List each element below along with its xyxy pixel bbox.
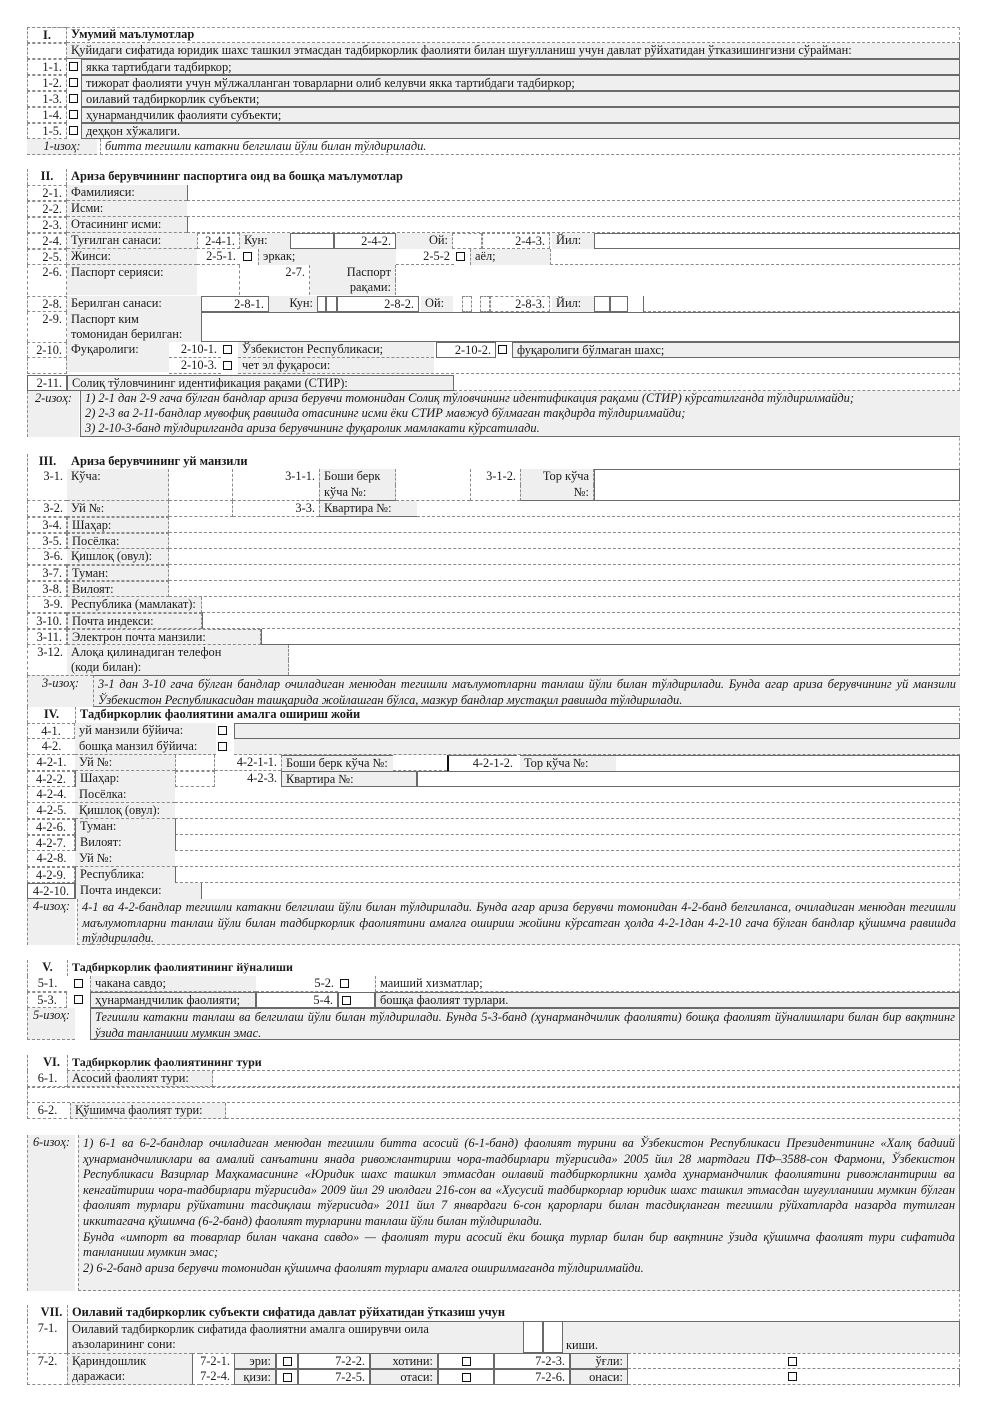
birth-day-input[interactable] — [290, 233, 334, 249]
item-number: 1-2. — [27, 75, 67, 91]
street-input[interactable] — [169, 469, 233, 501]
field-label: Туман: — [67, 565, 169, 581]
sub-number: 2-10-2. — [436, 342, 496, 358]
option-label: маиший хизматлар; — [375, 976, 960, 992]
village-input[interactable] — [169, 549, 960, 565]
field-label: Кўча: — [67, 469, 169, 501]
item-number: 3-8. — [27, 581, 67, 597]
option-label: онаси: — [570, 1369, 628, 1385]
option-label: отаси: — [370, 1369, 438, 1385]
field-label: Почта индекси: — [67, 613, 202, 629]
note-label: 6-изоҳ: — [27, 1135, 75, 1291]
issued-year-digit-1[interactable] — [594, 296, 610, 312]
note-label: 2-изоҳ: — [27, 391, 79, 437]
note-paragraph: 1) 6-1 ва 6-2-бандлар очиладиган менюдан тегишли битта асосий (6-1-банд) фаолият турини ва Ўзбекистон Республикаси Президентининг «Халқ бадиий ҳунармандчиликлари ва амалий санъатини янада ривожлантириш чора-тадбирлари тўғрисида» 2005 йил 28 мартдаги ПФ–3588-сон Фармони, Ўзбекистон Республикаси Вазирлар Маҳкамасининг «Юридик шахс ташкил этмасдан оилавий тадбиркорликни ҳамда ҳунармандчилик фаолиятини ривожлантириш ва кенгайтириш чора-тадбирлари тўғрисида» 2009 йил 29 июлдаги 216-сон ва «Хусусий тадбиркорлар юридик шахс ташкил этмасдан шуғулланиши мумкин бўлган фаолият турлари рўйхатини тасдиқлаш тўғрисида» 2011 йил 7 январдаги 6-сон қарорлари билан тасдиқланган тегишли рўйхатларда назарда тутилган иккитагача қўшимча (6-2-банд) фаолият турларини танлаш йўли билан тўлдирилади. — [83, 1136, 955, 1228]
checkbox-1-1[interactable] — [69, 59, 81, 75]
item-number: 3-12. — [27, 645, 67, 675]
district-input[interactable] — [175, 819, 960, 835]
item-number: 3-10. — [27, 613, 67, 629]
field-label: Қишлоқ (овул): — [75, 803, 175, 819]
surname-input[interactable] — [187, 185, 960, 201]
field-label: бошқа манзил бўйича: — [75, 739, 216, 755]
field-label: Квартира №: — [319, 501, 417, 517]
item-number: 5-2. — [256, 976, 338, 992]
checkbox-icon[interactable] — [69, 62, 78, 71]
postal-code-input[interactable] — [202, 613, 960, 629]
note-label: 1-изоҳ: — [27, 139, 97, 155]
settlement-input[interactable] — [169, 533, 960, 549]
item-number: 3-9. — [27, 597, 67, 613]
item-number: 4-2-9. — [27, 867, 75, 883]
sub-number: 2-8-3. — [490, 296, 550, 312]
section-title: Оилавий тадбиркорлик субъекти сифатида давлат рўйхатидан ўтказиш учун — [67, 1305, 960, 1321]
birth-year-input[interactable] — [594, 233, 960, 249]
patronymic-input[interactable] — [187, 217, 960, 233]
house-number-input[interactable] — [175, 755, 215, 771]
note-line: 1) 2-1 дан 2-9 гача бўлган бандлар ариза берувчи томонидан Солиқ тўловчининг идентификация рақами (СТИР) кўрсатилганда тўлдирилмайди; — [85, 391, 855, 405]
checkbox-icon[interactable] — [788, 1372, 797, 1381]
item-number: 4-2-1. — [27, 755, 75, 771]
field-label: Қариндошлик — [67, 1353, 192, 1369]
option-label: бошқа фаолият турлари. — [375, 992, 960, 1008]
item-number: 2-4. — [27, 233, 67, 249]
region-input[interactable] — [175, 835, 960, 851]
foreign-country-input[interactable] — [436, 358, 960, 374]
sub-number: 2-7. — [240, 265, 310, 295]
field-label: Квартира №: — [281, 771, 417, 787]
lane-input[interactable] — [616, 755, 960, 771]
field-label: №: — [520, 485, 594, 501]
item-number: 2-5. — [27, 249, 67, 265]
field-label: Почта индекси: — [75, 883, 201, 899]
checkbox-other[interactable] — [338, 992, 375, 1008]
checkbox-icon[interactable] — [283, 1357, 292, 1366]
passport-number-input[interactable] — [396, 265, 960, 295]
sub-number: 3-1-2. — [470, 469, 520, 501]
sub-number: 7-2-4. — [200, 1369, 234, 1385]
checkbox-icon[interactable] — [788, 1357, 797, 1366]
option-label: қизи: — [234, 1369, 276, 1385]
field-label: уй манзили бўйича: — [75, 723, 216, 739]
village-input[interactable] — [175, 803, 960, 819]
sub-number: 3-1-1. — [233, 469, 319, 501]
field-label: аъзоларининг сони: — [67, 1337, 523, 1353]
field-label: Паспорт серияси: — [67, 265, 197, 295]
main-activity-input[interactable] — [213, 1071, 960, 1087]
item-number: 2-1. — [27, 185, 67, 201]
field-label: Туман: — [75, 819, 175, 835]
blank-cell — [192, 1353, 200, 1385]
name-input[interactable] — [187, 201, 960, 217]
lane-input[interactable] — [594, 469, 960, 501]
note-label: 4-изоҳ: — [27, 899, 75, 945]
sub-number: 2-5-2 — [396, 249, 454, 265]
item-number: 3-11. — [27, 629, 67, 645]
checkbox-icon[interactable] — [462, 1357, 471, 1366]
option-label: тижорат фаолияти учун мўлжалланган товарларни олиб келувчи якка тартибдаги тадбиркор; — [81, 75, 960, 91]
section-number: VI. — [27, 1055, 75, 1071]
field-label: киши. — [563, 1321, 960, 1353]
issued-by-input[interactable] — [201, 312, 960, 342]
sub-number: 3-3. — [233, 501, 319, 517]
checkbox-wife[interactable] — [438, 1353, 494, 1369]
field-label: Шаҳар: — [75, 771, 175, 787]
sub-number: 2-8-1. — [201, 296, 269, 312]
note-box — [80, 391, 960, 437]
phone-input[interactable] — [289, 645, 960, 675]
checkbox-uzbekistan[interactable] — [223, 342, 237, 358]
checkbox-crafts[interactable] — [74, 992, 88, 1008]
item-number: 2-6. — [27, 265, 67, 295]
settlement-input[interactable] — [175, 787, 960, 803]
field-label: Ой: — [421, 296, 453, 312]
checkbox-icon[interactable] — [223, 361, 232, 370]
region-input[interactable] — [169, 581, 960, 597]
field-label: Электрон почта манзили: — [67, 629, 261, 645]
blank-cell — [550, 249, 960, 265]
issued-year-digit-2[interactable] — [610, 296, 628, 312]
issued-day-digit-1[interactable] — [317, 296, 326, 312]
checkbox-foreign[interactable] — [223, 358, 237, 374]
republic-input[interactable] — [175, 867, 960, 883]
item-number: 2-2. — [27, 201, 67, 217]
field-label: Вилоят: — [67, 581, 169, 597]
checkbox-stateless[interactable] — [498, 342, 512, 358]
item-number: 4-2-7. — [27, 835, 75, 851]
section-number: IV. — [27, 707, 75, 723]
item-number: 2-9. — [27, 312, 67, 342]
sub-number: 7-2-2. — [298, 1353, 370, 1369]
option-label: чет эл фуқароси: — [238, 358, 434, 374]
option-label: деҳқон хўжалиги. — [81, 123, 960, 139]
country-input[interactable] — [202, 597, 960, 613]
city-input[interactable] — [169, 517, 960, 533]
section-number: V. — [27, 960, 67, 976]
field-label: Кун: — [269, 296, 317, 312]
option-label: ҳунармандчилик фаолияти; — [90, 992, 256, 1008]
members-digit-1[interactable] — [523, 1321, 543, 1353]
item-number: 3-6. — [27, 549, 67, 565]
field-label: Алоқа қилинадиган телефон — [67, 645, 289, 660]
apartment-input[interactable] — [417, 771, 960, 787]
house-number-input[interactable] — [169, 501, 233, 517]
checkbox-father[interactable] — [438, 1369, 494, 1385]
option-label: ўғли: — [570, 1353, 628, 1369]
note-line: 2) 2-3 ва 2-11-бандлар мувофиқ равишда отасининг исми ёки СТИР мавжуд бўлмаган тақдирда тўлдирилмайди; — [85, 406, 686, 420]
checkbox-icon[interactable] — [69, 94, 78, 103]
item-number: 3-1. — [27, 469, 67, 501]
sub-number: 7-2-5. — [298, 1369, 370, 1385]
sub-number: 2-8-2. — [337, 296, 419, 312]
field-label: Асосий фаолият тури: — [67, 1071, 213, 1087]
field-label: Солиқ тўловчининг идентификация рақами (СТИР): — [67, 375, 454, 391]
sub-number: 2-10-1. — [169, 342, 221, 358]
birth-month-input[interactable] — [452, 233, 482, 249]
checkbox-icon[interactable] — [342, 996, 351, 1005]
field-label: Исми: — [67, 201, 187, 217]
main-activity-extra-row[interactable] — [27, 1087, 960, 1103]
field-label: Ой: — [396, 233, 452, 249]
field-label: Республика: — [75, 867, 175, 883]
field-label: Қишлоқ (овул): — [67, 549, 169, 565]
section-title: Ариза берувчининг паспортига оид ва бошқа маълумотлар — [71, 169, 403, 183]
field-label: даражаси: — [67, 1369, 192, 1385]
note-text: 4-1 ва 4-2-бандлар тегишли катакни белгилаш йўли билан тўлдирилади. Бунда агар ариза берувчи томонидан 4-2-банд белгиланса, очиладиган менюдан тегишли маълумотларни танлаш йўли билан тадбиркорлик фаолиятини амалга ошириш жойини кўрсатган ҳолда 4-2-1дан 4-2-10 гача бўлган бандлар қўшимча равишда тўлдирилади. — [77, 899, 960, 945]
option-label: оилавий тадбиркорлик субъекти; — [81, 91, 960, 107]
note-text: Тегишли катакни танлаш ва белгилаш йўли билан тўлдирилади. Бунда 5-3-банд (ҳунармандчилик фаолияти) бошқа фаолият йўналишлари билан бир вақтнинг ўзида танланиши мумкин эмас. — [90, 1008, 960, 1040]
sub-number: 4-2-1-1. — [215, 755, 281, 771]
item-number: 4-2-2. — [27, 771, 75, 787]
field-label: Посёлка: — [67, 533, 169, 549]
item-number: 2-3. — [27, 217, 67, 233]
option-label: ҳунармандчилик фаолияти субъекти; — [81, 107, 960, 123]
issued-day-digit-2[interactable] — [326, 296, 337, 312]
option-label: чакана савдо; — [90, 976, 256, 992]
field-label: Шаҳар: — [67, 517, 169, 533]
item-number: 7-2. — [27, 1353, 67, 1385]
field-label: Жинси: — [67, 249, 197, 265]
tin-input[interactable] — [454, 375, 960, 391]
note-box — [78, 1135, 960, 1291]
field-label: кўча №: — [319, 485, 396, 501]
field-label: Посёлка: — [75, 787, 175, 803]
item-number: 1-1. — [27, 59, 67, 75]
checkbox-icon[interactable] — [218, 726, 227, 735]
checkbox-icon[interactable] — [69, 126, 78, 135]
item-number: 3-2. — [27, 501, 67, 517]
item-number: 3-4. — [27, 517, 67, 533]
house-number-input-2[interactable] — [175, 851, 960, 867]
note-line: 3) 2-10-3-банд тўлдирилганда ариза берувчининг фуқаролик мамлакати кўрсатилади. — [85, 421, 540, 435]
option-label: аёл; — [470, 249, 550, 265]
field-label: Туғилган санаси: — [67, 233, 197, 249]
checkbox-icon[interactable] — [218, 742, 227, 751]
field-label: Тор кўча №: — [520, 755, 616, 771]
checkbox-daughter[interactable] — [276, 1369, 298, 1385]
item-number: 2-8. — [27, 296, 67, 312]
postal-code-input[interactable] — [201, 883, 960, 899]
note-paragraph: Бунда «импорт ва товарлар билан чакана савдо» — фаолият тури асосий ёки бошқа турлар билан бир вақтнинг ўзида қўшимча фаолият тури сифатида танланиши мумкин эмас; — [83, 1229, 955, 1260]
item-number: 4-1. — [27, 723, 75, 739]
section-number: II. — [27, 169, 67, 185]
item-number: 6-2. — [27, 1103, 67, 1119]
field-label: рақами: — [310, 280, 396, 295]
item-number: 1-4. — [27, 107, 67, 123]
checkbox-icon[interactable] — [498, 345, 507, 354]
sub-number: 2-4-3. — [482, 233, 550, 249]
option-label: Ўзбекистон Республикаси; — [238, 342, 434, 358]
sub-number: 2-10-3. — [169, 358, 221, 374]
field-label: Паспорт ким — [67, 312, 201, 327]
checkbox-icon[interactable] — [69, 78, 78, 87]
passport-series-input[interactable] — [197, 265, 240, 295]
checkbox-son[interactable] — [628, 1353, 960, 1369]
field-label: Боши берк кўча №: — [281, 755, 393, 771]
field-label: Фамилияси: — [67, 185, 187, 201]
checkbox-home-address[interactable] — [218, 723, 232, 739]
checkbox-1-5[interactable] — [69, 123, 81, 139]
field-label: Оилавий тадбиркорлик сифатида фаолиятни амалга оширувчи оила — [67, 1321, 523, 1337]
apartment-input[interactable] — [417, 501, 960, 517]
extra-activity-input[interactable] — [226, 1103, 960, 1119]
field-label: томонидан берилган: — [67, 327, 201, 342]
item-number: 4-2-8. — [27, 851, 75, 867]
item-number: 3-7. — [27, 565, 67, 581]
field-label: Берилган санаси: — [67, 296, 201, 312]
field-label: Фуқаролиги: — [67, 342, 169, 372]
field-label: Тор кўча — [520, 469, 594, 485]
item-number: 4-2-4. — [27, 787, 75, 803]
item-number: 4-2-10. — [27, 883, 75, 899]
section-title: Тадбиркорлик фаолиятини амалга ошириш жойи — [75, 707, 960, 723]
sub-number: 7-2-1. — [200, 1353, 234, 1369]
item-number: 6-1. — [27, 1071, 67, 1087]
item-number: 5-1. — [27, 976, 67, 992]
checkbox-icon[interactable] — [69, 110, 78, 119]
note-text: битта тегишли катакни белгилаш йўли билан тўлдирилади. — [100, 139, 960, 155]
item-number: 2-11. — [27, 375, 67, 391]
section-title: Тадбиркорлик фаолиятининг йўналиши — [67, 960, 960, 976]
sub-number: 7-2-3. — [494, 1353, 570, 1369]
issued-month-digit-2[interactable] — [480, 296, 490, 312]
note-label: 5-изоҳ: — [27, 1008, 75, 1040]
issued-month-digit-1[interactable] — [462, 296, 472, 312]
checkbox-retail[interactable] — [74, 976, 88, 992]
sub-number: 2-5-1. — [197, 249, 240, 265]
section-title: Ариза берувчининг уй манзили — [71, 454, 248, 468]
section-title: Умумий маълумотлар — [67, 27, 960, 43]
sub-number: 2-4-1. — [197, 233, 240, 249]
item-number: 3-5. — [27, 533, 67, 549]
checkbox-mother[interactable] — [628, 1369, 960, 1385]
checkbox-other-address[interactable] — [218, 739, 232, 755]
field-label: Отасининг исми: — [67, 217, 187, 233]
blank-cell — [234, 739, 960, 755]
option-label: эркак; — [258, 249, 396, 265]
field-label: Боши берк — [319, 469, 396, 485]
item-number: 1-3. — [27, 91, 67, 107]
blank-cell — [234, 723, 960, 739]
checkbox-1-3[interactable] — [69, 91, 81, 107]
checkbox-male[interactable] — [243, 249, 257, 265]
field-label: Паспорт — [310, 265, 396, 280]
item-number: 5-4. — [256, 992, 338, 1008]
field-label: Кун: — [240, 233, 290, 249]
option-label: хотини: — [370, 1353, 438, 1369]
item-number: 7-1. — [27, 1321, 67, 1353]
note-label: 3-изоҳ: — [27, 675, 93, 707]
item-number: 4-2. — [27, 739, 75, 755]
checkbox-icon[interactable] — [243, 252, 252, 261]
section-number: I. — [27, 27, 67, 43]
field-label: Вилоят: — [75, 835, 175, 851]
option-label: эри: — [234, 1353, 276, 1369]
section-number: VII. — [27, 1305, 75, 1321]
option-label: якка тартибдаги тадбиркор; — [81, 59, 960, 75]
checkbox-icon[interactable] — [340, 979, 349, 988]
members-digit-2[interactable] — [543, 1321, 563, 1353]
checkbox-icon[interactable] — [462, 1373, 471, 1382]
checkbox-1-2[interactable] — [69, 75, 81, 91]
note-paragraph: 2) 6-2-банд ариза берувчи томонидан қўшимча фаолият турлари амалга оширилмаганда тўлдирилмайди. — [83, 1260, 644, 1275]
option-label: фуқаролиги бўлмаган шахс; — [512, 342, 960, 358]
field-label: Республика (мамлакат): — [67, 597, 202, 613]
city-input[interactable] — [175, 771, 215, 787]
item-number: 1-5. — [27, 123, 67, 139]
blank-cell — [27, 43, 67, 59]
deadend-input[interactable] — [396, 469, 470, 501]
blank-cell — [27, 358, 67, 374]
item-number: 4-2-6. — [27, 819, 75, 835]
checkbox-icon[interactable] — [74, 979, 83, 988]
checkbox-icon[interactable] — [223, 345, 232, 354]
note-text: 3-1 дан 3-10 гача бўлган бандлар очиладиган менюдан тегишли маълумотларни танлаш йўли билан тўлдирилади. Бунда агар ариза берувчининг уй манзили Ўзбекистон Республикасидан ташқарида жойлашган бўлса, мазкур бандлар мустақил равишда тўлдирилади. — [93, 675, 960, 707]
sub-number: 2-4-2. — [334, 233, 396, 249]
item-number: 5-3. — [27, 992, 67, 1008]
checkbox-services[interactable] — [340, 976, 354, 992]
section-title: Тадбиркорлик фаолиятининг тури — [67, 1055, 960, 1071]
sub-number: 4-2-3. — [247, 771, 277, 785]
field-label: Йил: — [552, 233, 594, 249]
district-input[interactable] — [169, 565, 960, 581]
sub-number: 4-2-1-2. — [447, 755, 517, 771]
checkbox-icon[interactable] — [283, 1373, 292, 1382]
deadend-input[interactable] — [393, 755, 447, 771]
email-input[interactable] — [261, 629, 960, 645]
field-label: Уй №: — [67, 501, 169, 517]
checkbox-icon[interactable] — [74, 995, 83, 1004]
checkbox-husband[interactable] — [276, 1353, 298, 1369]
checkbox-icon[interactable] — [456, 252, 465, 261]
section-intro: Қуйидаги сифатида юридик шахс ташкил этмасдан тадбиркорлик фаолияти билан шуғулланиш учун давлат рўйхатидан ўтказишингизни сўрайман: — [67, 43, 960, 59]
checkbox-1-4[interactable] — [69, 107, 81, 123]
item-number: 2-10. — [27, 342, 67, 358]
blank-cell — [643, 296, 960, 312]
field-label: Йил: — [552, 296, 594, 312]
section-number: III. — [27, 454, 67, 470]
field-label: Уй №: — [75, 851, 175, 867]
field-label: Уй №: — [75, 755, 175, 771]
sub-number: 7-2-6. — [494, 1369, 570, 1385]
field-label: Қўшимча фаолият тури: — [70, 1103, 226, 1119]
field-label: (коди билан): — [67, 660, 289, 675]
checkbox-female[interactable] — [456, 249, 470, 265]
item-number: 4-2-5. — [27, 803, 75, 819]
